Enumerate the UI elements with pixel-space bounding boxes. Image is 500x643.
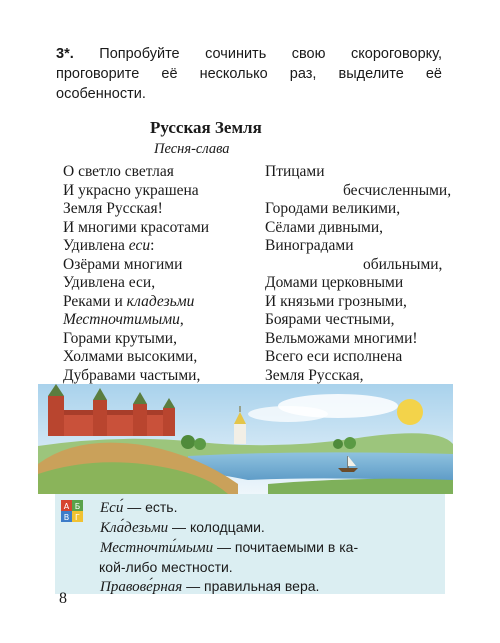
poem-line-text: О светло светлая [63, 163, 174, 180]
poem-line-text: Сёлами дивными, [265, 218, 383, 236]
page-number: 8 [59, 590, 67, 607]
poem-line-text: Дубравами частыми, [63, 366, 201, 384]
poem-line-text: Боярами честными, [265, 311, 395, 328]
poem-line-text: Холмами высокими, [63, 348, 198, 365]
poem-line-text: Удивлена еси, [63, 274, 156, 291]
poem-line-text: обильными, [363, 255, 443, 273]
poem-line [63, 219, 253, 238]
poem-line-text: Виноградами [265, 237, 354, 254]
poem-line [265, 348, 435, 367]
poem-line-text: И многими красотами [63, 218, 210, 236]
landscape-illustration [38, 384, 453, 494]
svg-text:В: В [63, 513, 70, 522]
svg-text:Б: Б [74, 502, 81, 511]
poem-line-text: Озёрами многими [63, 255, 183, 273]
poem-line-text: Городами великими, [265, 200, 401, 217]
glossary-term: Еси́ [100, 500, 124, 516]
poem-line [63, 200, 253, 219]
poem-line-text: Всего еси исполнена [265, 348, 403, 365]
poem-italic-word: еси [128, 237, 151, 254]
poem-punctuation: , [179, 311, 184, 328]
poem-italic-word: кладезьми [126, 292, 195, 310]
poem-line [265, 237, 435, 256]
svg-text:Г: Г [75, 513, 80, 522]
poem-line [265, 163, 435, 182]
poem-line [265, 274, 435, 293]
poem-line-text: Реками и [63, 292, 127, 310]
poem-line [63, 182, 253, 201]
poem-line [265, 293, 435, 312]
poem-line [265, 330, 435, 349]
poem-line [265, 200, 435, 219]
glossary-term: Правове́рная [100, 579, 183, 595]
poem-line [265, 311, 435, 330]
glossary-item [100, 538, 440, 558]
task-paragraph [56, 44, 442, 104]
poem-line-text: бесчисленными, [343, 181, 452, 199]
poem-line [265, 219, 435, 238]
glossary-item [100, 577, 440, 597]
poem-punctuation: : [150, 237, 155, 254]
poem-line [63, 367, 253, 386]
poem-line-text: Земля Русская, [265, 366, 364, 384]
dictionary-abc-icon [61, 500, 83, 522]
glossary-list [100, 498, 440, 597]
task-text: Попробуйте сочинить свою скороговорку, проговорите её несколько раз, выделите её особенности. [56, 46, 442, 102]
poem-line-text: Домами церковными [265, 274, 404, 291]
glossary-term: Кла́дезьми [100, 520, 169, 536]
poem-line-text: Вельможами многими! [265, 329, 418, 347]
poem-title: Русская Земля [150, 118, 262, 137]
glossary-definition: — почитаемыми в ка- [213, 539, 359, 555]
task-number: 3*. [56, 46, 74, 62]
poem-line [63, 163, 253, 182]
poem-subtitle: Песня-слава [154, 141, 230, 157]
poem-line [265, 255, 443, 275]
poem-line-text: И князьми грозными, [265, 292, 407, 310]
poem-line-text: Горами крутыми, [63, 329, 177, 347]
glossary-item [100, 518, 440, 538]
poem-line-text: Удивлена [63, 237, 129, 254]
glossary-definition-continued: кой-либо местности. [99, 559, 233, 575]
poem-line [63, 274, 253, 293]
poem-line [265, 367, 435, 386]
glossary-item [100, 498, 440, 518]
poem-line-text: Земля Русская! [63, 200, 163, 217]
poem-line [265, 181, 452, 201]
poem-line-text: И украсно украшена [63, 181, 199, 199]
glossary-definition: — есть. [123, 499, 178, 515]
poem-line [63, 237, 253, 256]
poem-line [63, 293, 253, 312]
poem-italic-word: Местночтимыми [63, 311, 180, 328]
poem-line [63, 330, 253, 349]
poem-line-text: Птицами [265, 163, 325, 180]
poem-line [63, 311, 253, 330]
glossary-definition: — колодцами. [168, 519, 265, 535]
glossary-term: Местночти́мыми [100, 540, 214, 556]
poem-line [63, 256, 253, 275]
svg-text:А: А [63, 502, 70, 511]
glossary-definition: — правильная вера. [182, 578, 320, 594]
poem-line [63, 348, 253, 367]
